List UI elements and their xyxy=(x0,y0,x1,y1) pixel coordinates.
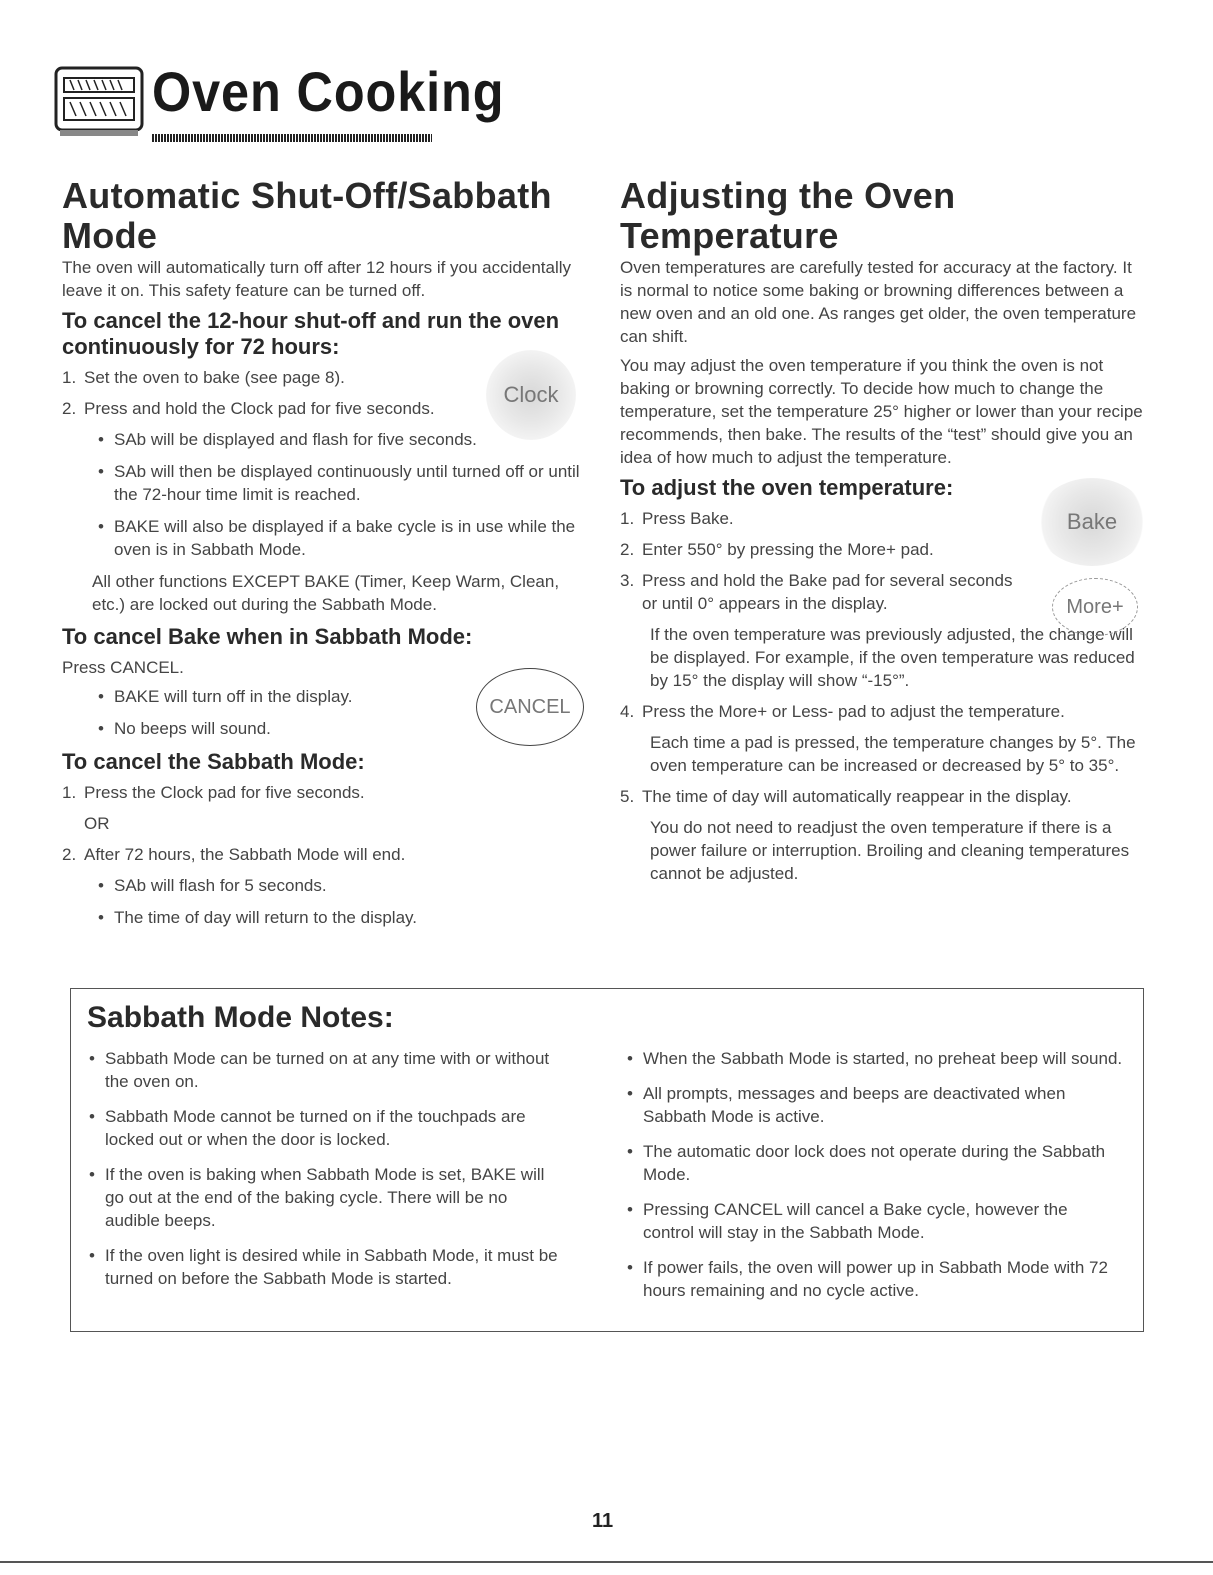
note-item: • Sabbath Mode cannot be turned on if the touchpads are locked out or when the door is locked. xyxy=(85,1105,565,1151)
page-header-title: Oven Cooking xyxy=(152,60,505,123)
step: 1. Set the oven to bake (see page 8). xyxy=(62,368,345,387)
sabbath-section-title: Automatic Shut-Off/Sabbath Mode xyxy=(62,175,552,256)
bullet-item: • SAb will be displayed and flash for five seconds. xyxy=(92,428,592,451)
bullet-item: • SAb will flash for 5 seconds. xyxy=(92,874,592,897)
bullet-item: • SAb will then be displayed continuously until turned off or until the 72-hour time limit is reached. xyxy=(92,460,592,506)
step3-note: If the oven temperature was previously adjusted, the change will be displayed. For example, if the oven temperature was reduced by 15° the display will show “-15°”. xyxy=(650,625,1135,690)
adjust-temp-title: Adjusting the Oven Temperature xyxy=(620,175,956,256)
sabbath-intro: The oven will automatically turn off after 12 hours if you accidentally leave it on. This safety feature can be turned off. xyxy=(62,258,572,300)
step4-note: Each time a pad is pressed, the temperature changes by 5°. The oven temperature can be increased or decreased by 5° to 35°. xyxy=(650,733,1136,775)
cancel-shutoff-heading: To cancel the 12-hour shut-off and run the oven continuously for 72 hours: xyxy=(62,308,560,359)
sabbath-notes-box xyxy=(70,988,1144,1332)
note-item: • If the oven light is desired while in Sabbath Mode, it must be turned on before the Sabbath Mode is started. xyxy=(85,1244,565,1290)
adjust-temp-para2: You may adjust the oven temperature if you think the oven is not baking or browning correctly. To decide how much to change the temperature, set the temperature 25° higher or lower than your recipe recommends, then bake. The results of the “test” should give you an idea of how much to adjust the temperature. xyxy=(620,356,1143,467)
step: 2. Enter 550° by pressing the More+ pad. xyxy=(620,540,934,559)
cancel-pad-icon: CANCEL xyxy=(476,668,584,746)
bullet-item: • No beeps will sound. xyxy=(92,717,592,740)
note-item: • All prompts, messages and beeps are deactivated when Sabbath Mode is active. xyxy=(623,1082,1123,1128)
note-item: • If power fails, the oven will power up in Sabbath Mode with 72 hours remaining and no cycle active. xyxy=(623,1256,1123,1302)
note-item: • If the oven is baking when Sabbath Mode is set, BAKE will go out at the end of the baking cycle. There will be no audible beeps. xyxy=(85,1163,565,1232)
header-rule xyxy=(152,134,432,142)
notes-title: Sabbath Mode Notes: xyxy=(87,1001,394,1034)
more-pad-icon: More+ xyxy=(1052,578,1138,636)
step: 2. Press and hold the Clock pad for five seconds. xyxy=(62,399,435,418)
note-item: • The automatic door lock does not operate during the Sabbath Mode. xyxy=(623,1140,1123,1186)
note-item: • When the Sabbath Mode is started, no preheat beep will sound. xyxy=(623,1047,1123,1070)
step: 1. Press Bake. xyxy=(620,509,734,528)
footer-rule xyxy=(0,1561,1213,1563)
notes-left-column xyxy=(85,1047,565,1302)
clock-pad-icon: Clock xyxy=(486,350,576,440)
bullet-item: • BAKE will turn off in the display. xyxy=(92,685,592,708)
bullet-item: • BAKE will also be displayed if a bake cycle is in use while the oven is in Sabbath Mode. xyxy=(92,515,592,561)
or-label: OR xyxy=(84,814,110,833)
step: 3. Press and hold the Bake pad for several seconds or until 0° appears in the display. xyxy=(620,571,1013,613)
bake-pad-icon: Bake xyxy=(1036,478,1148,566)
note-item: • Pressing CANCEL will cancel a Bake cycle, however the control will stay in the Sabbath Mode. xyxy=(623,1198,1123,1244)
step: 5. The time of day will automatically reappear in the display. xyxy=(620,787,1072,806)
oven-icon xyxy=(54,66,144,140)
page-number: 11 xyxy=(592,1510,614,1532)
note-item: • Sabbath Mode can be turned on at any time with or without the oven on. xyxy=(85,1047,565,1093)
sabbath-section xyxy=(62,176,592,938)
cancel-sabbath-heading: To cancel the Sabbath Mode: xyxy=(62,749,365,774)
notes-right-column xyxy=(623,1047,1123,1314)
cancel-bake-heading: To cancel Bake when in Sabbath Mode: xyxy=(62,624,473,649)
step: 4. Press the More+ or Less- pad to adjust the temperature. xyxy=(620,702,1065,721)
step: 1. Press the Clock pad for five seconds. xyxy=(62,783,365,802)
step: 2. After 72 hours, the Sabbath Mode will end. xyxy=(62,845,406,864)
locked-out-note: All other functions EXCEPT BAKE (Timer, Keep Warm, Clean, etc.) are locked out during the Sabbath Mode. xyxy=(92,572,560,614)
step5-note: You do not need to readjust the oven temperature if there is a power failure or interruption. Broiling and cleaning temperatures cannot be adjusted. xyxy=(650,818,1130,883)
adjust-temp-para1: Oven temperatures are carefully tested for accuracy at the factory. It is normal to notice some baking or browning differences between a new oven and an old one. As ranges get older, the oven temperature can shift. xyxy=(620,258,1137,346)
bullet-item: • The time of day will return to the display. xyxy=(92,906,592,929)
cancel-bake-text: Press CANCEL. xyxy=(62,658,184,677)
adjust-temp-heading: To adjust the oven temperature: xyxy=(620,475,954,500)
